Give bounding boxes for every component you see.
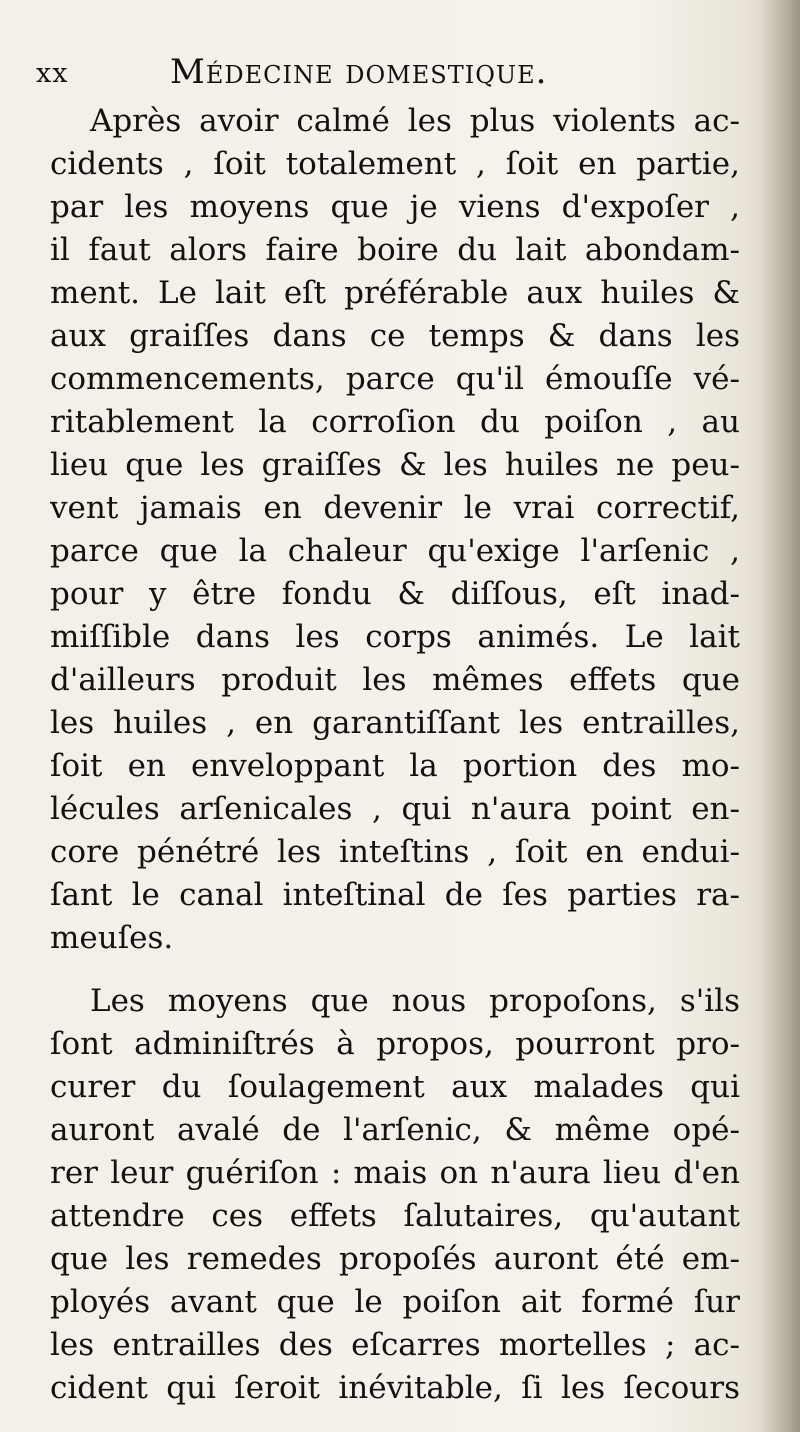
page-number: xx xyxy=(36,58,69,89)
text-line: cident qui ſeroit inévitable, ſi les ſecours xyxy=(50,1370,740,1406)
paragraph xyxy=(50,100,740,960)
text-line: parce que la chaleur qu'exige l'arſenic , xyxy=(50,533,740,569)
text-line: lieu que les graiſſes & les huiles ne peu- xyxy=(50,447,740,483)
text-line: miſſible dans les corps animés. Le lait xyxy=(50,619,740,655)
text-line: attendre ces effets ſalutaires, qu'autant xyxy=(50,1198,740,1234)
text-line: lécules arſenicales , qui n'aura point en- xyxy=(50,791,740,827)
text-line: vent jamais en devenir le vrai correctif, xyxy=(50,490,740,526)
text-line: ment. Le lait eſt préférable aux huiles & xyxy=(50,275,740,311)
text-line: ſont adminiſtrés à propos, pourront pro- xyxy=(50,1026,740,1062)
text-line: que les remedes propoſés auront été em- xyxy=(50,1241,740,1277)
text-line: les entrailles des eſcarres mortelles ; ac- xyxy=(50,1327,740,1363)
text-line: pour y être fondu & diſſous, eſt inad- xyxy=(50,576,740,612)
text-line: meuſes. xyxy=(50,920,174,956)
text-line: il faut alors faire boire du lait abondam- xyxy=(50,232,740,268)
text-line: cidents , ſoit totalement , ſoit en partie, xyxy=(50,146,740,182)
body-text xyxy=(50,100,740,1410)
text-line: ployés avant que le poiſon ait formé ſur xyxy=(50,1284,740,1320)
running-title: Médecine domestique. xyxy=(170,52,548,92)
text-line: auront avalé de l'arſenic, & même opé- xyxy=(50,1112,740,1148)
text-line: les huiles , en garantiſſant les entrailles, xyxy=(50,705,740,741)
text-line: commencements, parce qu'il émouſſe vé- xyxy=(50,361,740,397)
page-edge-shadow xyxy=(760,0,800,1432)
text-line: par les moyens que je viens d'expoſer , xyxy=(50,189,740,225)
page-header xyxy=(36,52,756,100)
text-line: Les moyens que nous propoſons, s'ils xyxy=(90,983,740,1019)
text-line: ſant le canal inteſtinal de ſes parties ra- xyxy=(50,877,740,913)
text-line: core pénétré les inteſtins , ſoit en endui- xyxy=(50,834,740,870)
text-line: ſoit en enveloppant la portion des mo- xyxy=(50,748,740,784)
text-line: curer du ſoulagement aux malades qui xyxy=(50,1069,740,1105)
paragraph xyxy=(50,980,740,1410)
paragraph-gap xyxy=(50,960,740,980)
text-line: ritablement la corroſion du poiſon , au xyxy=(50,404,740,440)
text-line: aux graiſſes dans ce temps & dans les xyxy=(50,318,740,354)
text-line: rer leur guériſon : mais on n'aura lieu d'en xyxy=(50,1155,740,1191)
text-line: d'ailleurs produit les mêmes effets que xyxy=(50,662,740,698)
text-line: Après avoir calmé les plus violents ac- xyxy=(90,103,740,139)
